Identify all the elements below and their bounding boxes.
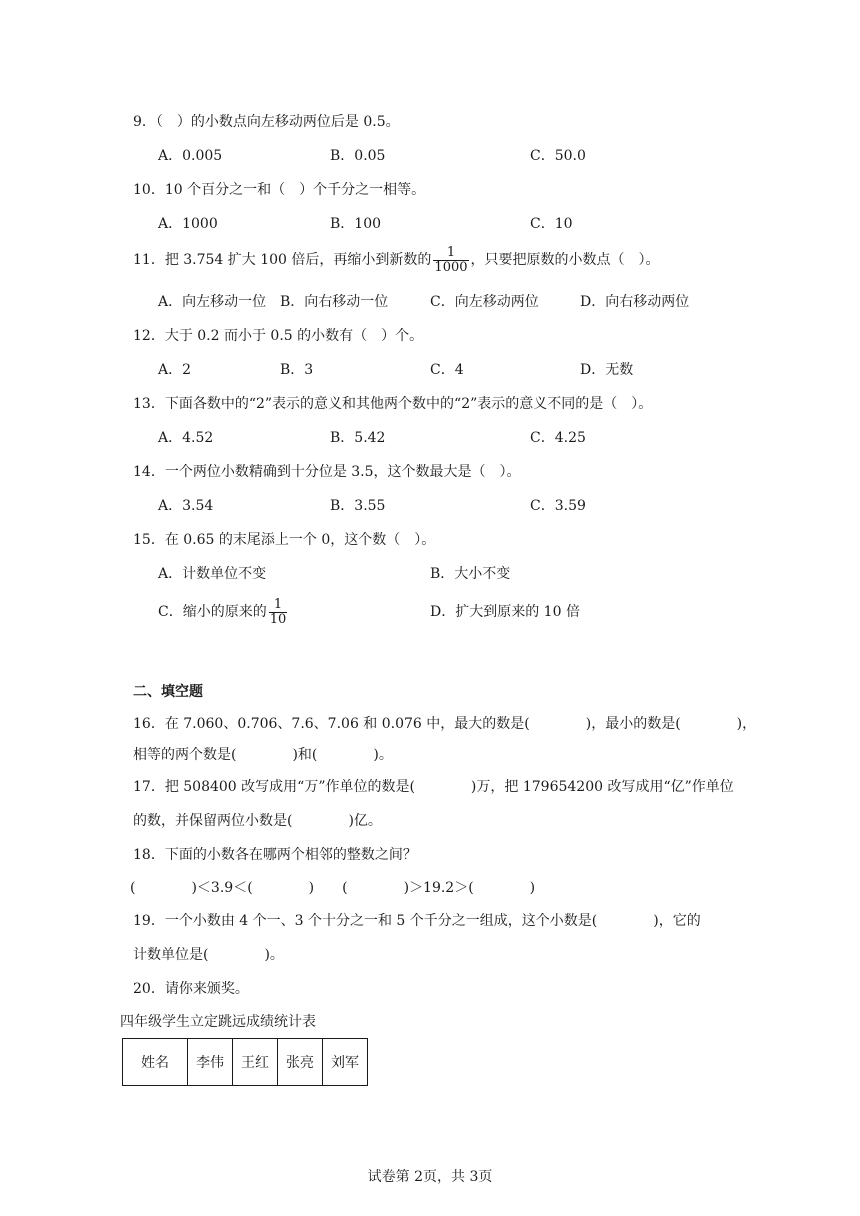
q19-line1: 19．一个小数由 4 个一、3 个十分之一和 5 个千分之一组成，这个小数是( )，它的 — [133, 913, 701, 929]
q13-option-a: A．4.52 — [158, 430, 214, 446]
q13-option-b: B．5.42 — [330, 430, 386, 446]
q12-option-d: D．无数 — [580, 362, 634, 378]
q11-stem — [133, 243, 660, 277]
q15-option-d: D．扩大到原来的 10 倍 — [430, 604, 580, 620]
q11-fraction — [433, 246, 468, 275]
q15-option-a: A．计数单位不变 — [158, 566, 267, 582]
q13-option-c: C．4.25 — [530, 430, 586, 446]
q15-stem: 15．在 0.65 的末尾添上一个 0，这个数（ ）。 — [133, 532, 436, 548]
q14-stem: 14．一个两位小数精确到十分位是 3.5，这个数最大是（ ）。 — [133, 464, 521, 480]
table-header-wanghong: 王红 — [233, 1039, 278, 1086]
q14-option-a: A．3.54 — [158, 498, 214, 514]
table-header-liujun: 刘军 — [323, 1039, 368, 1086]
q20-stem: 20．请你来颁奖。 — [133, 981, 249, 997]
q13-stem: 13．下面各数中的“2”表示的意义和其他两个数中的“2”表示的意义不同的是（ ）。 — [133, 396, 653, 412]
table-header-liwei: 李伟 — [188, 1039, 233, 1086]
q9-option-a: A．0.005 — [158, 148, 223, 164]
q10-option-c: C．10 — [530, 216, 573, 232]
q16-line1: 16．在 7.060、0.706、7.6、7.06 和 0.076 中，最大的数是( )，最小的数是( )， — [133, 716, 757, 732]
q9-option-c: C．50.0 — [530, 148, 586, 164]
q11-option-d: D．向右移动两位 — [580, 294, 690, 310]
q18-line1: 18．下面的小数各在哪两个相邻的整数之间？ — [133, 847, 417, 863]
table-header-zhangliang: 张亮 — [278, 1039, 323, 1086]
q12-option-b: B．3 — [280, 362, 314, 378]
q11-option-b: B．向右移动一位 — [280, 294, 389, 310]
q17-line1: 17．把 508400 改写成用“万”作单位的数是( )万，把 179654200 改写成用“亿”作单位 — [133, 779, 734, 795]
q14-option-b: B．3.55 — [330, 498, 386, 514]
q14-option-c: C．3.59 — [530, 498, 586, 514]
q10-option-b: B．100 — [330, 216, 382, 232]
section-title: 二、填空题 — [133, 684, 203, 700]
q15-fraction-denominator: 10 — [269, 611, 287, 627]
q11-fraction-denominator: 1000 — [434, 259, 468, 275]
q12-option-c: C．4 — [430, 362, 464, 378]
q18-line2: ( )＜3.9＜( ) ( )＞19.2＞( ) — [130, 880, 536, 896]
q15-option-c — [158, 595, 289, 629]
q11-option-c: C．向左移动两位 — [430, 294, 539, 310]
table-row — [123, 1039, 368, 1086]
scores-table — [122, 1038, 368, 1086]
q11-option-a: A．向左移动一位 — [158, 294, 267, 310]
q15-fraction-numerator: 1 — [269, 598, 288, 613]
q16-line2: 相等的两个数是( )和( )。 — [133, 747, 393, 763]
q17-line2: 的数，并保留两位小数是( )亿。 — [133, 813, 382, 829]
q10-option-a: A．1000 — [158, 216, 218, 232]
q15-option-c-text: C．缩小的原来的 — [158, 604, 267, 620]
q11-stem-after: ，只要把原数的小数点（ ）。 — [470, 252, 660, 268]
table-title: 四年级学生立定跳远成绩统计表 — [120, 1014, 316, 1030]
page-footer: 试卷第 2页，共 3页 — [367, 1169, 493, 1185]
q19-line2: 计数单位是( )。 — [133, 947, 284, 963]
q11-stem-before: 11．把 3.754 扩大 100 倍后，再缩小到新数的 — [133, 252, 432, 268]
q15-fraction — [269, 598, 288, 627]
q9-stem: 9．（ ）的小数点向左移动两位后是 0.5。 — [133, 114, 400, 130]
q9-option-b: B．0.05 — [330, 148, 386, 164]
table-header-name: 姓名 — [123, 1039, 188, 1086]
q10-stem: 10．10 个百分之一和（ ）个千分之一相等。 — [133, 182, 426, 198]
q12-option-a: A．2 — [158, 362, 192, 378]
q15-option-b: B．大小不变 — [430, 566, 511, 582]
q12-stem: 12．大于 0.2 而小于 0.5 的小数有（ ）个。 — [133, 328, 424, 344]
q11-fraction-numerator: 1 — [433, 246, 468, 261]
